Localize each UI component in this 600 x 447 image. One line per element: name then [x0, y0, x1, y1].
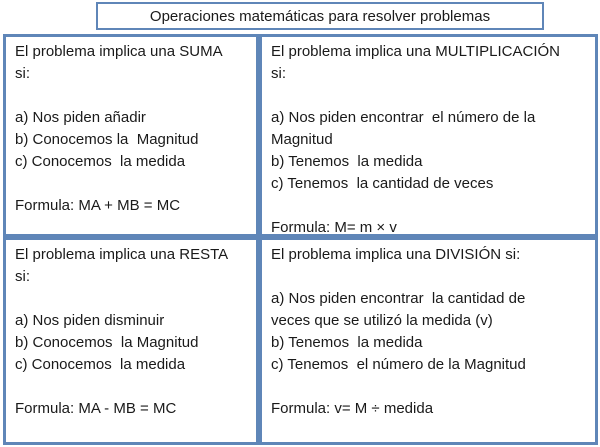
page-title	[96, 2, 544, 30]
mult-heading-line-2: si:	[271, 65, 286, 82]
div-formula: Formula: v= M ÷ medida	[271, 400, 434, 417]
div-item-a-line-2: veces que se utilizó la medida (v)	[271, 312, 493, 329]
resta-item-a: a) Nos piden disminuir	[15, 312, 165, 329]
mult-item-c: c) Tenemos la cantidad de veces	[271, 175, 494, 192]
suma-item-c: c) Conocemos la medida	[15, 153, 186, 170]
cell-suma	[3, 34, 259, 237]
suma-heading-line-1: El problema implica una SUMA	[15, 43, 223, 60]
mult-item-a-line-2: Magnitud	[271, 131, 333, 148]
resta-heading-line-1: El problema implica una RESTA	[15, 246, 229, 263]
suma-formula: Formula: MA + MB = MC	[15, 197, 181, 214]
cell-resta	[3, 237, 259, 445]
title-text: Operaciones matemáticas para resolver problemas	[149, 7, 491, 25]
mult-heading-line-1: El problema implica una MULTIPLICACIÓN	[271, 43, 560, 60]
suma-item-a: a) Nos piden añadir	[15, 109, 146, 126]
div-item-c: c) Tenemos el número de la Magnitud	[271, 356, 526, 373]
resta-formula: Formula: MA - MB = MC	[15, 400, 177, 417]
div-item-b: b) Tenemos la medida	[271, 334, 423, 351]
suma-heading-line-2: si:	[15, 65, 30, 82]
resta-item-b: b) Conocemos la Magnitud	[15, 334, 199, 351]
mult-formula: Formula: M= m × v	[271, 219, 397, 236]
cell-multiplicacion	[259, 34, 598, 237]
cell-division	[259, 237, 598, 445]
mult-item-a-line-1: a) Nos piden encontrar el número de la	[271, 109, 536, 126]
suma-item-b: b) Conocemos la Magnitud	[15, 131, 199, 148]
div-item-a-line-1: a) Nos piden encontrar la cantidad de	[271, 290, 526, 307]
resta-heading-line-2: si:	[15, 268, 30, 285]
div-heading: El problema implica una DIVISIÓN si:	[271, 246, 521, 263]
mult-item-b: b) Tenemos la medida	[271, 153, 423, 170]
resta-item-c: c) Conocemos la medida	[15, 356, 186, 373]
